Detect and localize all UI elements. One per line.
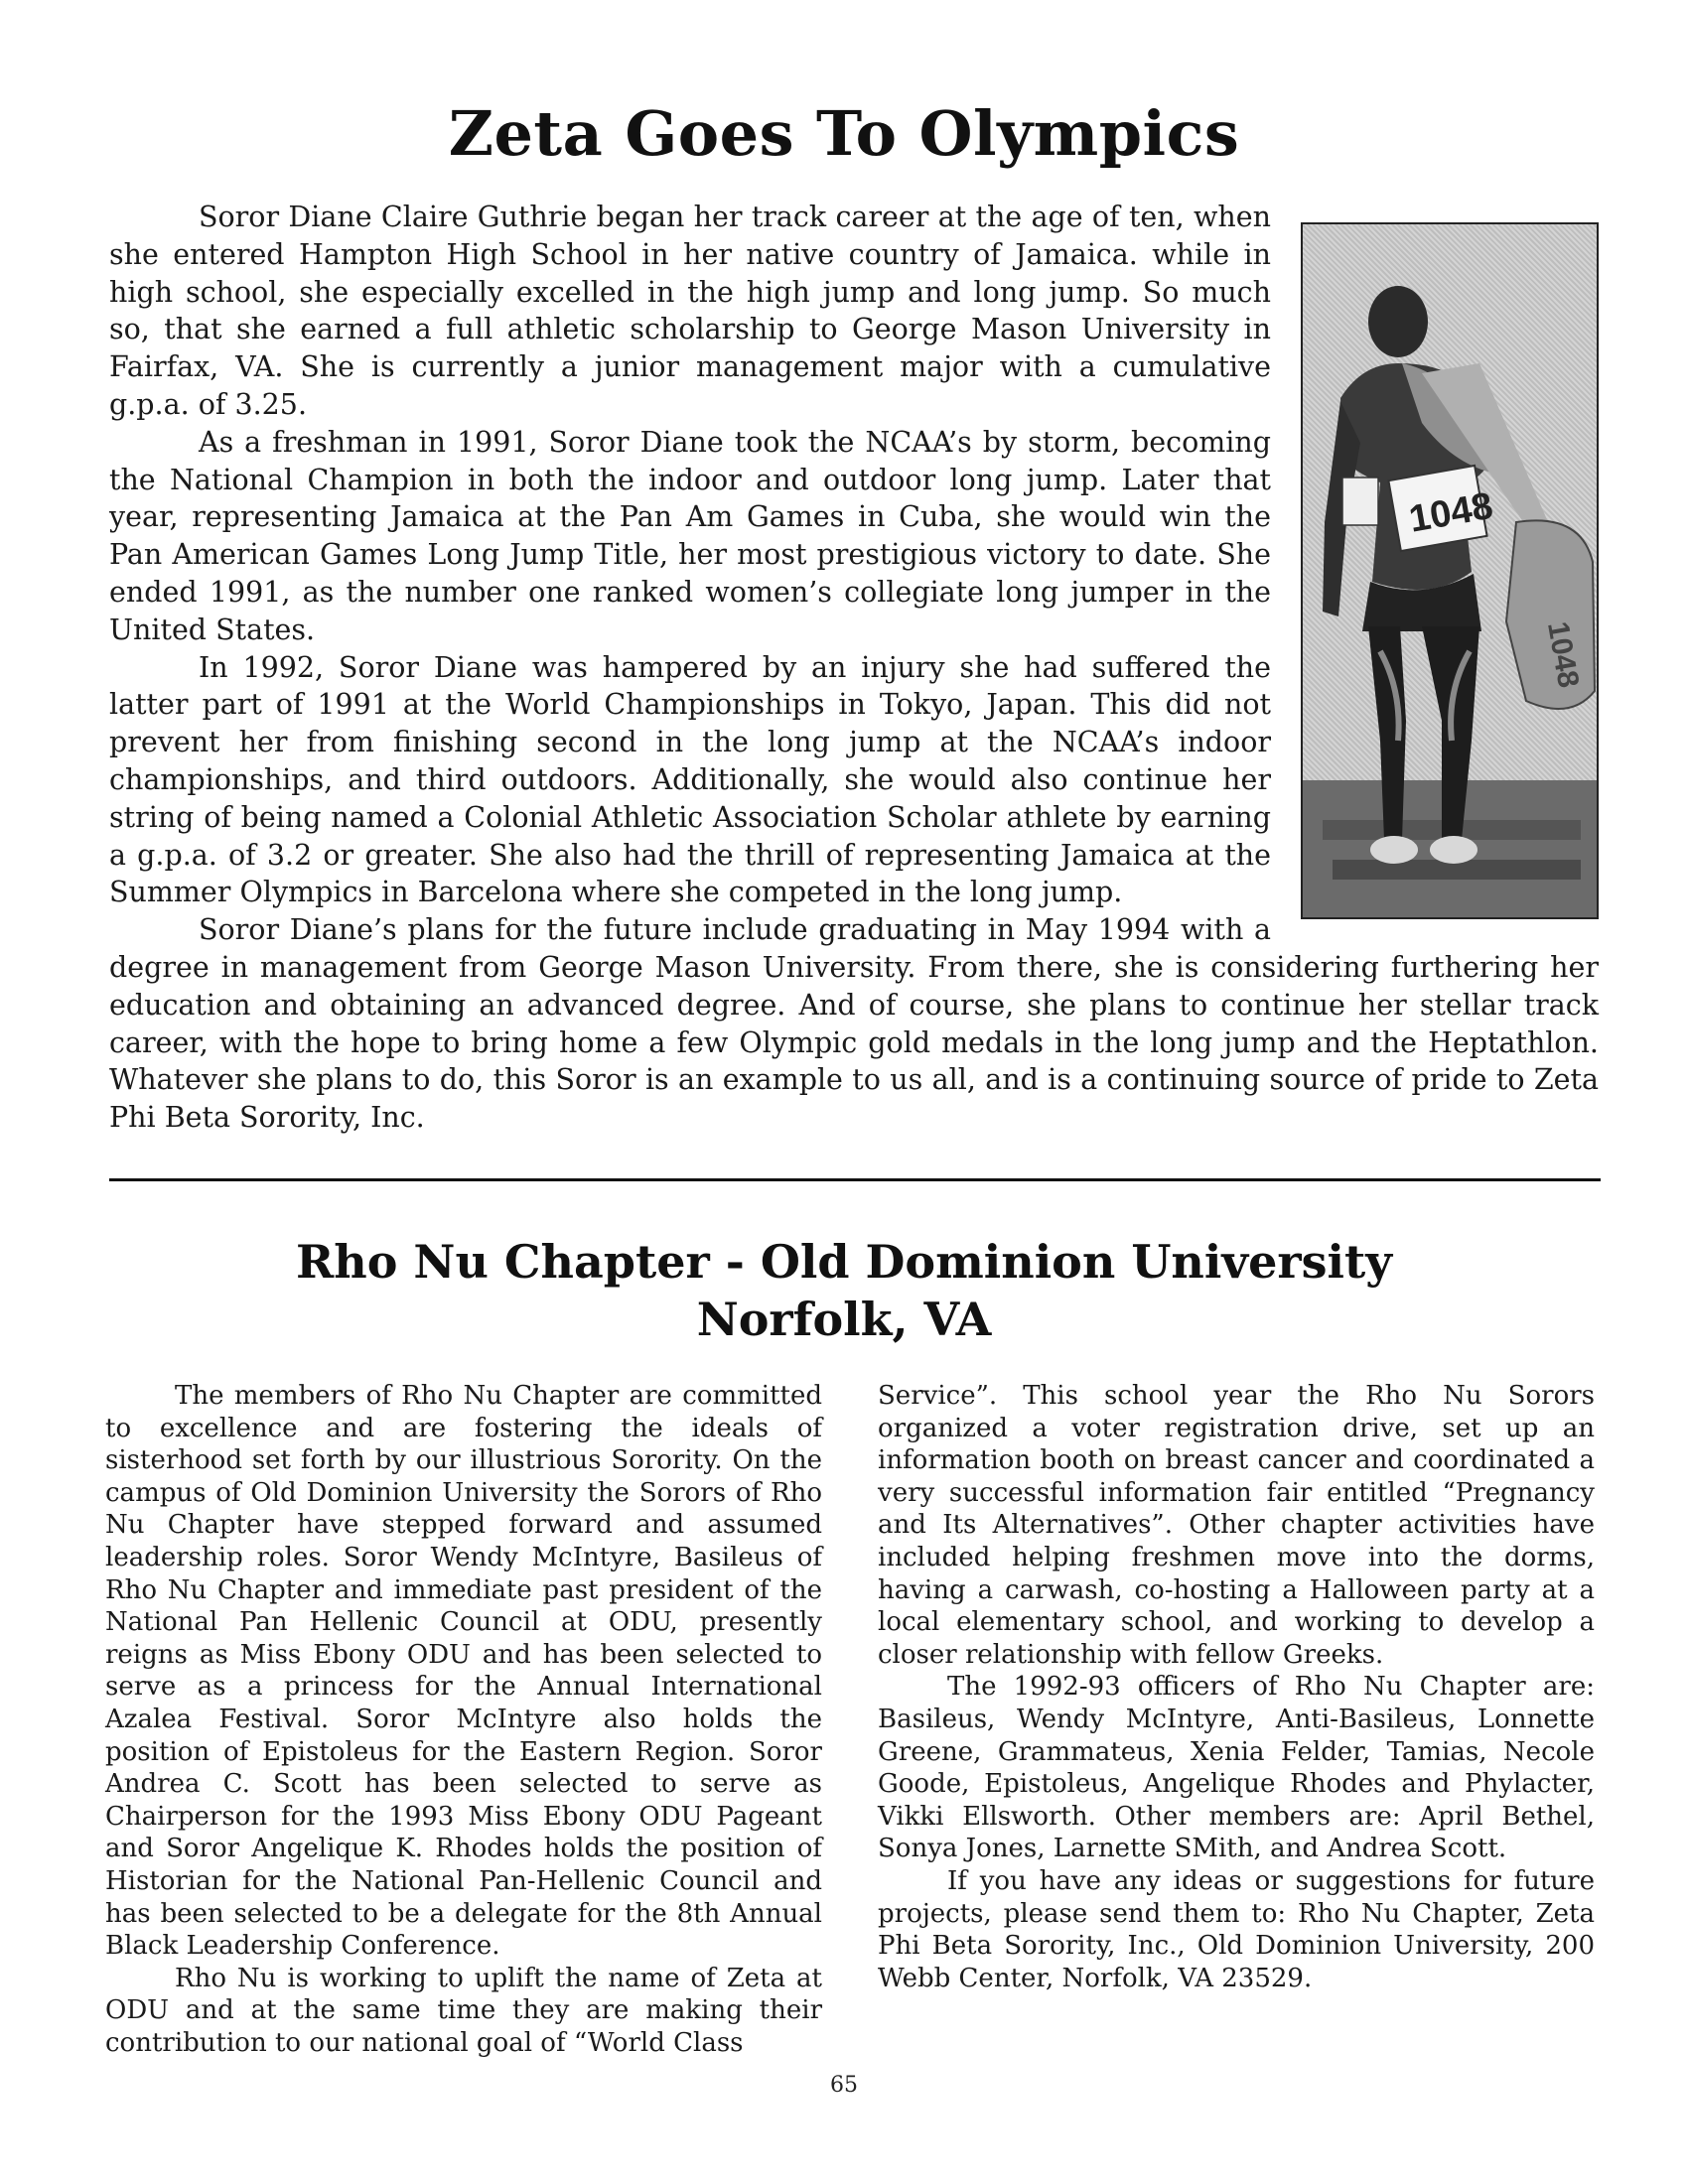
article-paragraph-4: Soror Diane’s plans for the future include graduating in May 1994 with a degree in management from George Mason University. From there, she is considering furthering her education and obtaining an advanced degree. And of course, she plans to continue her stellar track career, with the hope to bring home a few Olympic gold medals in the long jump and the Heptathlon. Whatever she plans to do, this Soror is an example to us all, and is a continuing source of pride to Zeta Phi Beta Sorority, Inc. bbox=[109, 913, 1599, 1135]
article-paragraph-3: In 1992, Soror Diane was hampered by an injury she had suffered the latter part of 1991 at the World Championships in Tokyo, Japan. This did not prevent her from finishing second in the long jump at the NCAA’s indoor championships, and third outdoors. Additionally, she would also continue her string of being named a Colonial Athletic Association Scholar athlete by earning a g.p.a. of 3.2 or greater. She also had the thrill of representing Jamaica at the Summer Olympics in Barcelona where she competed in the long jump. bbox=[109, 650, 1271, 909]
article-paragraph-1: Soror Diane Claire Guthrie began her track career at the age of ten, when she entered Hampton High School in her native country of Jamaica. while in high school, she especially excelled in the high jump and long jump. So much so, that she earned a full athletic scholarship to George Mason University in Fairfax, VA. She is currently a junior management major with a cumulative g.p.a. of 3.25. bbox=[109, 201, 1271, 421]
athlete-photo bbox=[1301, 222, 1607, 919]
right-paragraph-2: The 1992-93 officers of Rho Nu Chapter are: Basileus, Wendy McIntyre, Anti-Basileus, Lonnette Greene, Grammateus, Xenia Felder, Tamias, Necole Goode, Epistoleus, Angelique Rhodes and Phylacter, Vikki Ellsworth. Other members are: April Bethel, Sonya Jones, Larnette SMith, and Andrea Scott. bbox=[878, 1672, 1595, 1864]
article-title: Zeta Goes To Olympics bbox=[448, 97, 1240, 170]
left-paragraph-2: Rho Nu is working to uplift the name of Zeta at ODU and at the same time they are making their contribution to our national goal of “World Class bbox=[105, 1963, 822, 2058]
section-title bbox=[0, 1233, 1688, 1348]
bib-number: 1048 bbox=[1406, 484, 1496, 541]
right-column bbox=[878, 1380, 1595, 1994]
right-paragraph-1: Service”. This school year the Rho Nu Sorors organized a voter registration drive, set up an information booth on breast cancer and coordinated a very successful information fair entitled “Pregnancy and Its Alternatives”. Other chapter activities have included helping freshmen move into the dorms, having a carwash, co-hosting a Halloween party at a local elementary school, and working to develop a closer relationship with fellow Greeks. bbox=[878, 1381, 1595, 1670]
section-divider bbox=[109, 1178, 1601, 1181]
left-column bbox=[105, 1380, 822, 2059]
athlete-figure bbox=[1303, 224, 1597, 917]
section-title-line-2: Norfolk, VA bbox=[696, 1293, 992, 1346]
article-paragraph-2: As a freshman in 1991, Soror Diane took the NCAA’s by storm, becoming the National Champion in both the indoor and outdoor long jump. Later that year, representing Jamaica at the Pan Am Games in Cuba, she would win the Pan American Games Long Jump Title, her most prestigious victory to date. She ended 1991, as the number one ranked women’s collegiate long jumper in the United States. bbox=[109, 425, 1271, 646]
right-paragraph-3: If you have any ideas or suggestions for future projects, please send them to: Rho Nu Chapter, Zeta Phi Beta Sorority, Inc., Old Dominion University, 200 Webb Center, Norfolk, VA 23529. bbox=[878, 1865, 1595, 1993]
left-paragraph-1: The members of Rho Nu Chapter are committed to excellence and are fostering the ideals of sisterhood set forth by our illustrious Sorority. On the campus of Old Dominion University the Sorors of Rho Nu Chapter have stepped forward and assumed leadership roles. Soror Wendy McIntyre, Basileus of Rho Nu Chapter and immediate past president of the National Pan Hellenic Council at ODU, presently reigns as Miss Ebony ODU and has been selected to serve as a princess for the Annual International Azalea Festival. Soror McIntyre also holds the position of Epistoleus for the Eastern Region. Soror Andrea C. Scott has been selected to serve as Chairperson for the 1993 Miss Ebony ODU Pageant and Soror Angelique K. Rhodes holds the position of Historian for the National Pan-Hellenic Council and has been selected to be a delegate for the 8th Annual Black Leadership Conference. bbox=[105, 1381, 822, 1962]
page-number: 65 bbox=[830, 2073, 858, 2098]
bag-number: 1048 bbox=[1540, 618, 1586, 691]
article-body bbox=[109, 199, 1599, 1137]
section-title-line-1: Rho Nu Chapter - Old Dominion University bbox=[296, 1235, 1392, 1289]
